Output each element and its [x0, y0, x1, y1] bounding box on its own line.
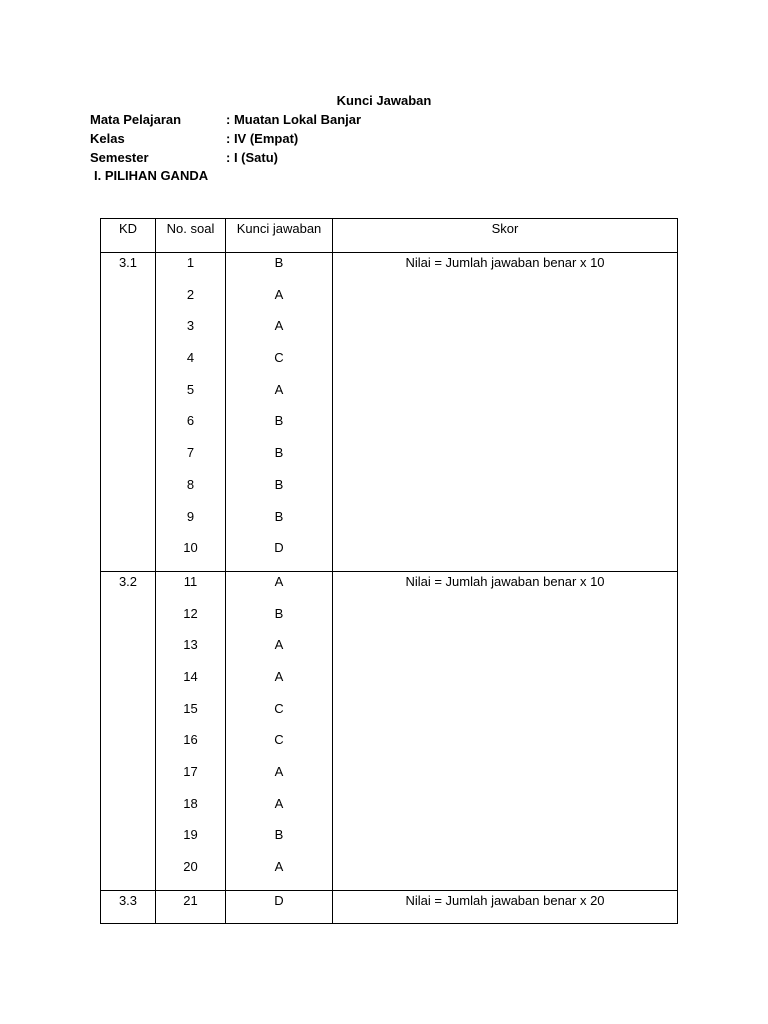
question-number: 1: [186, 255, 195, 270]
question-number: 4: [186, 350, 195, 366]
table-header-row: [101, 219, 678, 253]
answer-key: A: [274, 573, 284, 589]
question-number: 17: [183, 764, 198, 779]
table-row: [101, 571, 678, 890]
answers-cell: [226, 253, 333, 572]
question-number: 15: [183, 700, 198, 716]
question-numbers-cell: [156, 253, 226, 572]
question-numbers-cell: [156, 571, 226, 890]
meta-value: : I (Satu): [226, 150, 278, 165]
answer-key: A: [274, 286, 284, 302]
question-number: 16: [183, 732, 198, 748]
document-title: Kunci Jawaban: [336, 93, 432, 108]
question-number: 7: [186, 445, 195, 461]
answer-key: C: [274, 350, 284, 366]
answer-key: B: [274, 605, 284, 621]
skor-cell: Nilai = Jumlah jawaban benar x 20: [333, 890, 678, 924]
answer-key: C: [274, 732, 284, 748]
meta-row-class: [90, 131, 298, 147]
question-number: 21: [183, 892, 198, 908]
meta-row-subject: [90, 112, 361, 128]
answer-key: B: [274, 508, 284, 524]
answer-key: B: [274, 255, 284, 270]
meta-row-semester: [90, 150, 278, 166]
answer-key: A: [274, 318, 284, 334]
meta-label: Kelas: [90, 131, 125, 146]
answers-cell: [226, 890, 333, 924]
question-number: 18: [183, 795, 198, 811]
answer-key: A: [274, 795, 284, 811]
question-number: 9: [186, 508, 195, 524]
question-number: 6: [186, 413, 195, 429]
question-number: 19: [183, 827, 198, 843]
question-number: 2: [186, 286, 195, 302]
skor-cell: Nilai = Jumlah jawaban benar x 10: [333, 253, 678, 572]
question-number: 11: [183, 573, 198, 589]
question-number: 5: [186, 381, 195, 397]
answer-key: B: [274, 827, 284, 843]
answer-key-table: [100, 218, 678, 924]
header-kunci-jawaban: Kunci jawaban: [226, 219, 333, 253]
meta-value: : Muatan Lokal Banjar: [226, 112, 362, 127]
question-numbers-cell: [156, 890, 226, 924]
answer-key: A: [274, 668, 284, 684]
answer-key: A: [274, 859, 284, 875]
answer-key: C: [274, 700, 284, 716]
answer-key: A: [274, 764, 284, 779]
answer-key: B: [274, 445, 284, 461]
kd-cell: 3.2: [101, 571, 156, 890]
answer-key: D: [274, 892, 284, 908]
kd-cell: 3.3: [101, 890, 156, 924]
question-number: 20: [183, 859, 198, 875]
table-row: [101, 890, 678, 924]
question-number: 3: [186, 318, 195, 334]
header-no-soal: No. soal: [156, 219, 226, 253]
header-skor: Skor: [333, 219, 678, 253]
answer-key: A: [274, 381, 284, 397]
skor-cell: Nilai = Jumlah jawaban benar x 10: [333, 571, 678, 890]
answer-key: A: [274, 637, 284, 653]
meta-label: Semester: [90, 150, 149, 165]
section-heading: I. PILIHAN GANDA: [94, 168, 209, 183]
question-number: 14: [183, 668, 198, 684]
meta-value: : IV (Empat): [226, 131, 299, 146]
meta-label: Mata Pelajaran: [90, 112, 182, 127]
kd-cell: 3.1: [101, 253, 156, 572]
table-row: [101, 253, 678, 572]
question-number: 10: [183, 540, 198, 556]
answer-key: D: [274, 540, 284, 556]
question-number: 13: [183, 637, 198, 653]
question-number: 12: [183, 605, 198, 621]
answer-key: B: [274, 476, 284, 492]
answers-cell: [226, 571, 333, 890]
header-kd: KD: [101, 219, 156, 253]
question-number: 8: [186, 476, 195, 492]
answer-key: B: [274, 413, 284, 429]
